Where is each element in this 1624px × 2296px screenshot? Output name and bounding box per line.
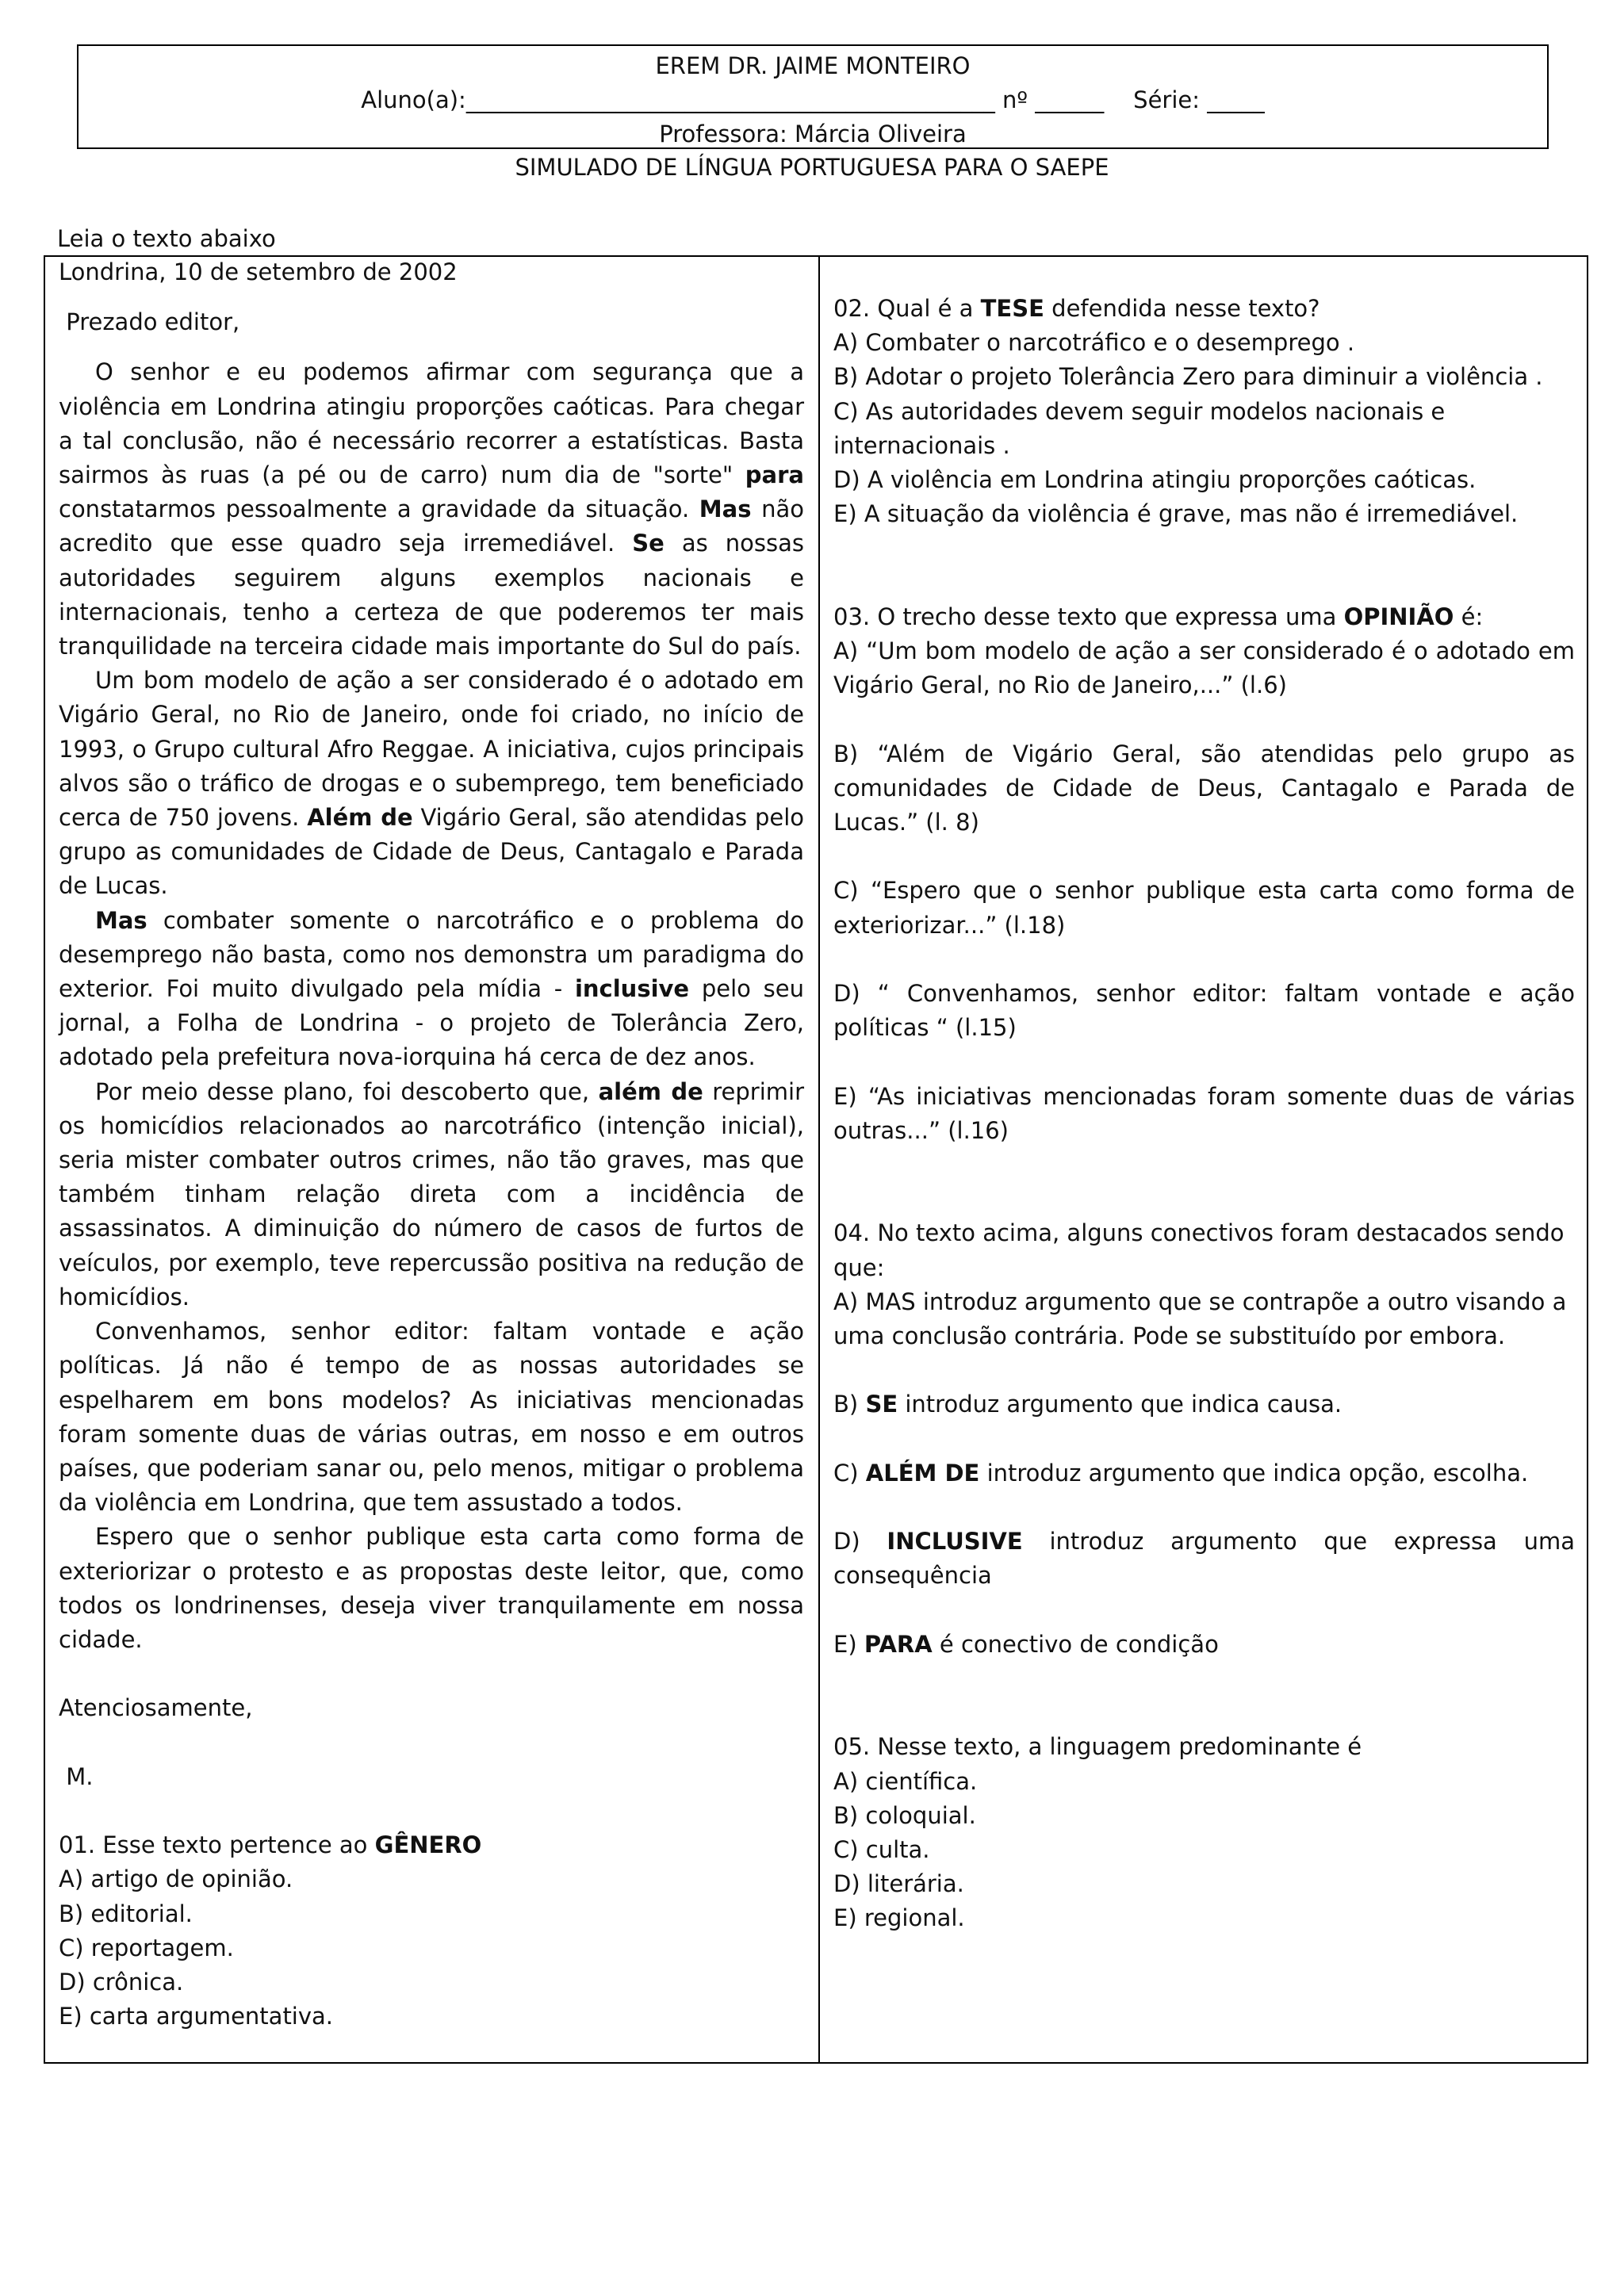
question-3-option-a: A) “Um bom modelo de ação a ser considerado é o adotado em Vigário Geral, no Rio de Janeiro,...” (l.6) <box>833 637 1575 699</box>
question-2-option-d: D) A violência em Londrina atingiu proporções caóticas. <box>833 466 1477 494</box>
questions-column <box>833 255 1575 1936</box>
question-1-option-d: D) crônica. <box>59 1968 184 1996</box>
question-1-option-e: E) carta argumentativa. <box>59 2003 334 2030</box>
question-3-stem: 03. O trecho desse texto que expressa uma OPINIÃO é: <box>833 603 1484 630</box>
letter-paragraph-4: Por meio desse plano, foi descoberto que, além de reprimir os homicídios relacionados ao narcotráfico (intenção inicial), seria mister combater outros crimes, não tão graves, mas que também tinham relação direta com a incidência de assassinatos. A diminuição do número de casos de furtos de veículos, por exemplo, teve repercussão positiva na redução de homicídios. <box>59 1077 805 1311</box>
school-name: EREM DR. JAIME MONTEIRO <box>655 52 971 79</box>
letter-signature: M. <box>59 1762 94 1790</box>
question-1-option-b: B) editorial. <box>59 1900 193 1927</box>
question-3-option-e: E) “As iniciativas mencionadas foram somente duas de várias outras...” (l.16) <box>833 1082 1575 1144</box>
column-divider <box>818 255 820 2064</box>
question-2-option-c: C) As autoridades devem seguir modelos nacionais e internacionais . <box>833 397 1446 459</box>
exam-title: SIMULADO DE LÍNGUA PORTUGUESA PARA O SAEPE <box>515 154 1109 181</box>
question-5-option-d: D) literária. <box>833 1870 964 1898</box>
question-2-option-b: B) Adotar o projeto Tolerância Zero para diminuir a violência . <box>833 363 1543 391</box>
question-4-stem: 04. No texto acima, alguns conectivos foram destacados sendo que: <box>833 1219 1565 1281</box>
instruction: Leia o texto abaixo <box>57 225 276 252</box>
question-5-option-e: E) regional. <box>833 1904 965 1932</box>
question-1-stem: 01. Esse texto pertence ao GÊNERO <box>59 1831 482 1859</box>
question-4-option-b: B) SE introduz argumento que indica causa. <box>833 1391 1342 1418</box>
question-2-option-a: A) Combater o narcotráfico e o desemprego . <box>833 329 1355 357</box>
question-1-option-a: A) artigo de opinião. <box>59 1866 293 1893</box>
letter-paragraph-5: Convenhamos, senhor editor: faltam vontade e ação políticas. Já não é tempo de as nossas autoridades se espelharem em bons modelos? As iniciativas mencionadas foram somente duas de várias outras, em nosso e em outros países, que poderiam sanar ou, pelo menos, mitigar o problema da violência em Londrina, que tem assustado a todos. <box>59 1318 804 1517</box>
question-4-option-c: C) ALÉM DE introduz argumento que indica opção, escolha. <box>833 1459 1529 1487</box>
question-2-option-e: E) A situação da violência é grave, mas não é irremediável. <box>833 500 1519 528</box>
letter-greeting: Prezado editor, <box>59 308 240 336</box>
question-5-stem: 05. Nesse texto, a linguagem predominante é <box>833 1733 1362 1761</box>
teacher-name: Professora: Márcia Oliveira <box>659 121 967 147</box>
letter-date: Londrina, 10 de setembro de 2002 <box>59 258 458 285</box>
question-1-option-c: C) reportagem. <box>59 1934 234 1961</box>
student-info-line: Aluno(a):______________________________________________ nº ______ Série: _____ <box>361 86 1265 113</box>
question-4-option-e: E) PARA é conectivo de condição <box>833 1630 1219 1658</box>
question-5-option-b: B) coloquial. <box>833 1801 976 1829</box>
question-2-stem: 02. Qual é a TESE defendida nesse texto? <box>833 295 1320 322</box>
question-3-option-c: C) “Espero que o senhor publique esta carta como forma de exteriorizar...” (l.18) <box>833 877 1575 939</box>
header-box <box>77 44 1549 149</box>
question-4-option-d: D) INCLUSIVE introduz argumento que expressa uma consequência <box>833 1528 1575 1590</box>
letter-paragraph-3: Mas combater somente o narcotráfico e o problema do desemprego não basta, como nos demonstra um paradigma do exterior. Foi muito divulgado pela mídia - inclusive pelo seu jornal, a Folha de Londrina - o projeto de Tolerância Zero, adotado pela prefeitura nova-iorquina há cerca de dez anos. <box>59 906 804 1071</box>
question-3-option-d: D) “ Convenhamos, senhor editor: faltam vontade e ação políticas “ (l.15) <box>833 979 1575 1042</box>
question-5-option-c: C) culta. <box>833 1835 930 1863</box>
letter-closing: Atenciosamente, <box>59 1694 253 1722</box>
letter-column <box>59 255 804 2034</box>
letter-paragraph-2: Um bom modelo de ação a ser considerado é o adotado em Vigário Geral, no Rio de Janeiro, onde foi criado, no início de 1993, o Grupo cultural Afro Reggae. A iniciativa, cujos principais alvos são o tráfico de drogas e o subemprego, tem beneficiado cerca de 750 jovens. Além de Vigário Geral, são atendidas pelo grupo as comunidades de Cidade de Deus, Cantagalo e Parada de Lucas. <box>59 667 804 900</box>
letter-paragraph-1: O senhor e eu podemos afirmar com segurança que a violência em Londrina atingiu proporções caóticas. Para chegar a tal conclusão, não é necessário recorrer a estatísticas. Basta sairmos às ruas (a pé ou de carro) num dia de "sorte" para constatarmos pessoalmente a gravidade da situação. Mas não acredito que esse quadro seja irremediável. Se as nossas autoridades seguirem alguns exemplos nacionais e internacionais, tenho a certeza de que poderemos ter mais tranquilidade na terceira cidade mais importante do Sul do país. <box>59 358 804 660</box>
question-3-option-b: B) “Além de Vigário Geral, são atendidas pelo grupo as comunidades de Cidade de Deus, Cantagalo e Parada de Lucas.” (l. 8) <box>833 740 1575 836</box>
question-4-option-a: A) MAS introduz argumento que se contrapõe a outro visando a uma conclusão contrária. Pode se substituído por embora. <box>833 1288 1567 1349</box>
letter-paragraph-6: Espero que o senhor publique esta carta como forma de exteriorizar o protesto e as propostas deste leitor, que, como todos os londrinenses, deseja viver tranquilamente em nossa cidade. <box>59 1523 804 1653</box>
question-5-option-a: A) científica. <box>833 1767 978 1795</box>
